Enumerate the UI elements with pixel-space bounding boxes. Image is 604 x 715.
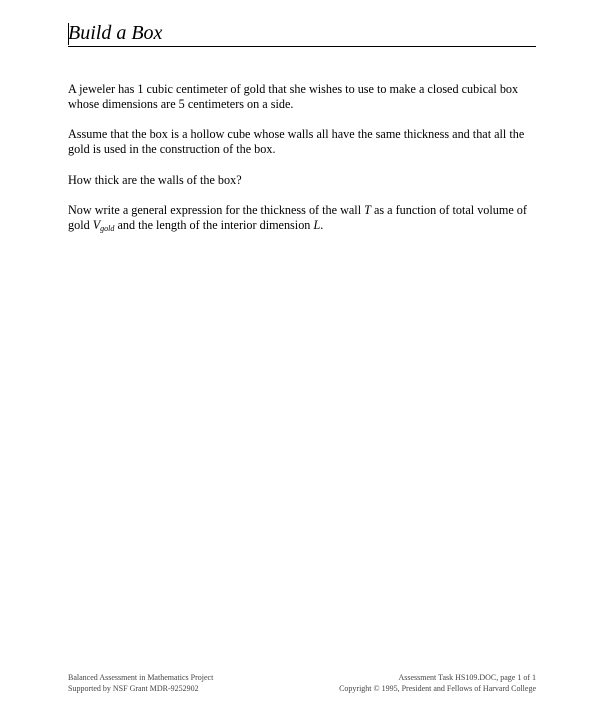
expression-text-4: . [320,218,324,232]
paragraph-assumption: Assume that the box is a hollow cube whose walls all have the same thickness and that all the gold is used in the construction of the box. [68,127,525,156]
page-title: Build a Box [68,22,163,44]
footer-grant: Supported by NSF Grant MDR-9252902 [68,683,199,693]
expression-text-2: as a function of total volume of gold [68,203,527,232]
footer-right [339,673,536,694]
footer-copyright: Copyright © 1995, President and Fellows of Harvard College [339,683,536,693]
footer-left [68,673,213,694]
variable-length: L [313,218,321,232]
paragraph-general-expression [68,203,538,234]
footer-task-page: Assessment Task HS109.DOC, page 1 of 1 [398,673,536,682]
title-block [68,20,536,47]
paragraph-question: How thick are the walls of the box? [68,173,242,187]
expression-text-1: Now write a general expression for the thickness of the wall [68,203,365,217]
footer-project-name: Balanced Assessment in Mathematics Project [68,673,214,682]
variable-volume-subscript: gold [100,224,115,233]
variable-volume: V [92,218,101,232]
paragraph-problem-setup: A jeweler has 1 cubic centimeter of gold that she wishes to use to make a closed cubical box whose dimensions are 5 centimeters on a side. [68,82,519,111]
variable-thickness: T [364,203,371,217]
expression-text-3: and the length of the interior dimension [114,218,314,232]
